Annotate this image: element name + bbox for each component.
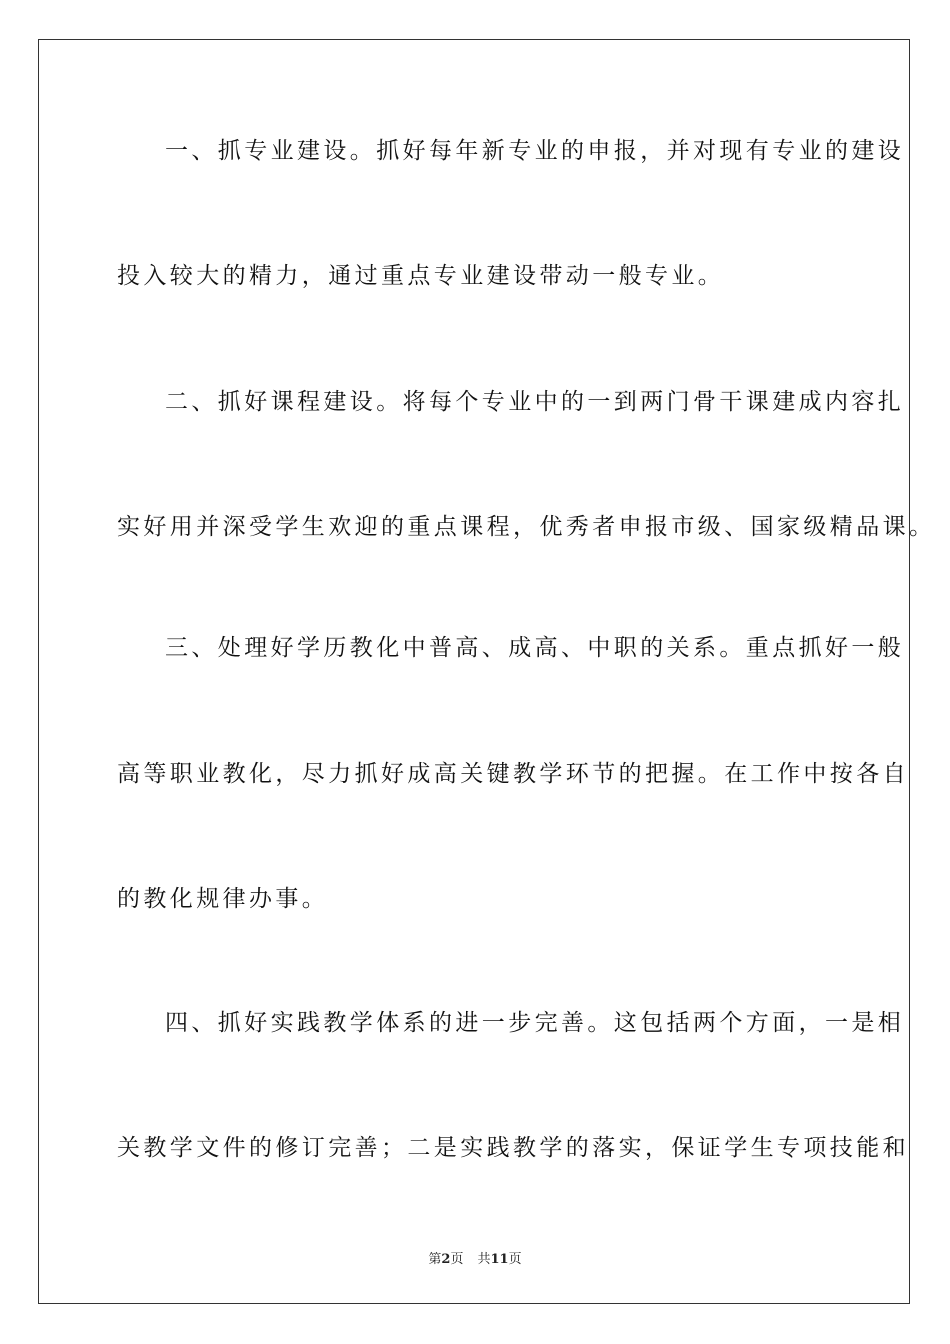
page-footer <box>0 1248 950 1267</box>
page-suffix: 页 <box>450 1252 464 1267</box>
paragraph-3-line-1: 三、处理好学历教化中普高、成高、中职的关系。重点抓好一般 <box>165 635 905 661</box>
total-suffix: 页 <box>508 1252 522 1267</box>
page-prefix: 第 <box>428 1252 442 1267</box>
paragraph-3-line-3: 的教化规律办事。 <box>117 886 329 912</box>
paragraph-4-line-1: 四、抓好实践教学体系的进一步完善。这包括两个方面，一是相 <box>165 1010 905 1036</box>
paragraph-2-line-1: 二、抓好课程建设。将每个专业中的一到两门骨干课建成内容扎 <box>165 389 905 415</box>
page-border <box>38 39 910 1304</box>
paragraph-3-line-2: 高等职业教化，尽力抓好成高关键教学环节的把握。在工作中按各自 <box>117 761 909 787</box>
paragraph-4-line-2: 关教学文件的修订完善；二是实践教学的落实，保证学生专项技能和 <box>117 1135 909 1161</box>
paragraph-1-line-2: 投入较大的精力，通过重点专业建设带动一般专业。 <box>117 263 725 289</box>
paragraph-1-line-1: 一、抓专业建设。抓好每年新专业的申报，并对现有专业的建设 <box>165 138 905 164</box>
page-number: 2 <box>441 1252 451 1267</box>
total-prefix: 共 <box>477 1252 491 1267</box>
total-pages: 11 <box>490 1252 509 1267</box>
paragraph-2-line-2: 实好用并深受学生欢迎的重点课程，优秀者申报市级、国家级精品课。 <box>117 514 936 540</box>
